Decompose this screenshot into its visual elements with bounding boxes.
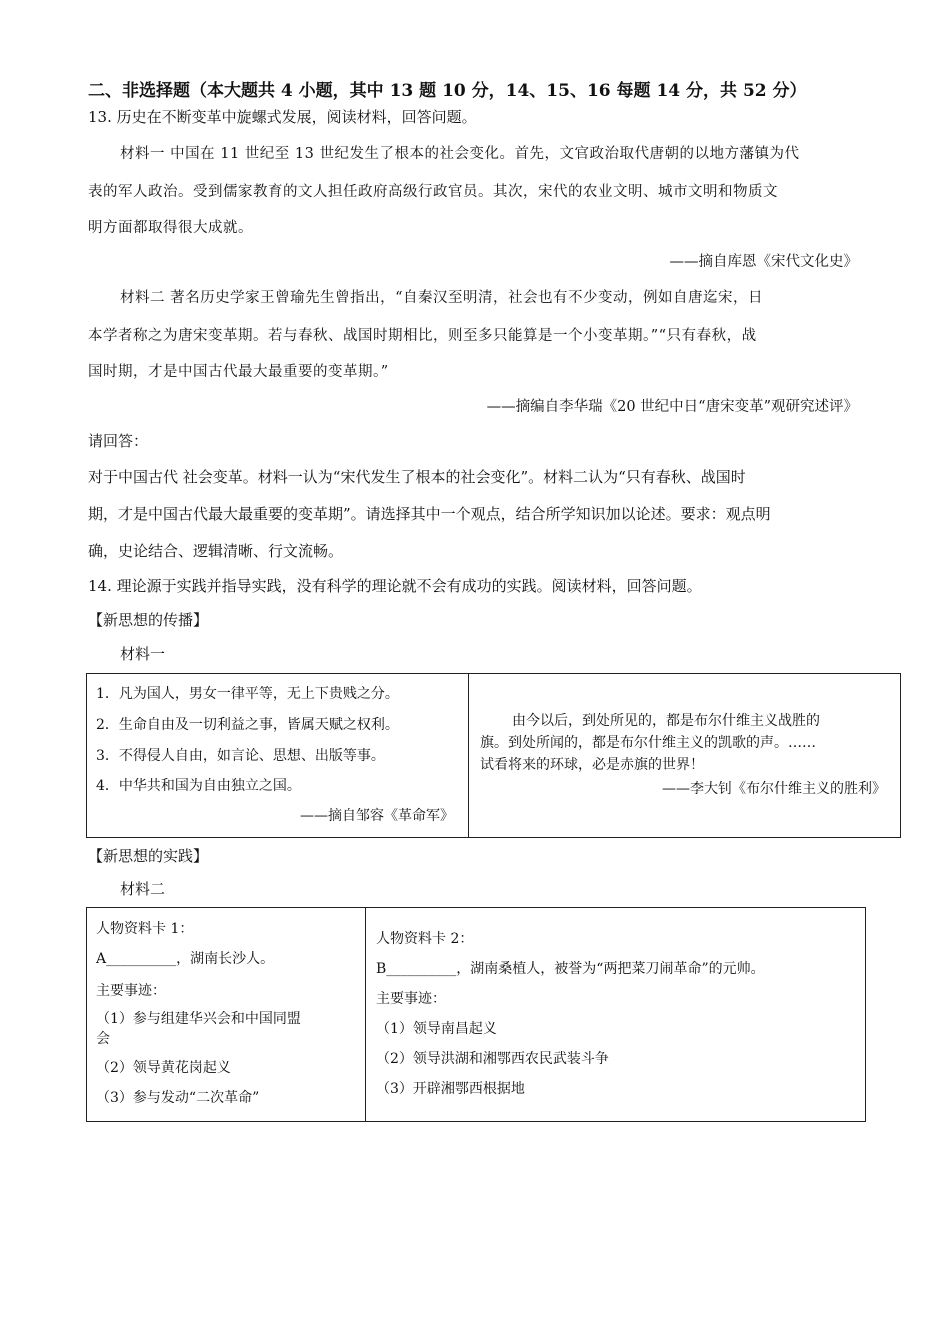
card2-title: 人物资料卡 2： (376, 931, 474, 947)
right-cell-source: ——李大钊《布尔什维主义的胜利》 (662, 781, 886, 797)
q14-material2-label: 材料二 (120, 880, 166, 898)
card1-person: A__________，湖南长沙人。 (96, 951, 275, 967)
q13-material1-line2: 表的军人政治。受到儒家教育的文人担任政府高级行政官员。其次，宋代的农业文明、城市文明和物质文 (88, 184, 778, 200)
q13-question-line2: 期，才是中国古代最大最重要的变革期”。请选择其中一个观点，结合所学知识加以论述。要求：观点明 (88, 505, 771, 523)
q13-stem: 13. 历史在不断变革中旋螺式发展，阅读材料，回答问题。 (88, 108, 477, 126)
left-cell-line1: 1．凡为国人，男女一律平等，无上下贵贱之分。 (96, 686, 399, 702)
card2-person: B__________，湖南桑植人，被誉为“两把菜刀闹革命”的元帅。 (376, 961, 765, 977)
card1-deeds-label: 主要事迹： (96, 983, 166, 999)
material1-table-divider (468, 673, 469, 838)
q13-ask: 请回答： (88, 432, 149, 450)
card1-deed1: （1）参与组建华兴会和中国同盟 (96, 1011, 301, 1027)
left-cell-line4: 4．中华共和国为自由独立之国。 (96, 778, 301, 794)
right-cell-line2: 旗。到处所闻的，都是布尔什维主义的凯歌的声。…… (480, 735, 816, 751)
q14-material1-label: 材料一 (120, 645, 166, 663)
q13-question-line1: 对于中国古代 社会变革。材料一认为“宋代发生了根本的社会变化”。材料二认为“只有春秋、战国时 (88, 468, 746, 486)
q14-heading-spread: 【新思想的传播】 (88, 611, 209, 629)
left-cell-line3: 3．不得侵人自由，如言论、思想、出版等事。 (96, 748, 385, 764)
card2-deed2: （2）领导洪湖和湘鄂西农民武装斗争 (376, 1051, 609, 1067)
left-cell-line2: 2．生命自由及一切利益之事，皆属天赋之权利。 (96, 717, 399, 733)
right-cell-line1: 由今以后，到处所见的，都是布尔什维主义战胜的 (512, 713, 820, 729)
q13-material1-source: ——摘自库恩《宋代文化史》 (669, 254, 858, 270)
material2-table-divider (365, 907, 366, 1122)
q13-material2-line3: 国时期，才是中国古代最大最重要的变革期。” (88, 364, 389, 380)
card2-deed1: （1）领导南昌起义 (376, 1021, 497, 1037)
card1-title: 人物资料卡 1： (96, 921, 194, 937)
card1-deed3: （3）参与发动“二次革命” (96, 1090, 260, 1106)
card1-deed1-cont: 会 (96, 1031, 110, 1047)
right-cell-line3: 试看将来的环球，必是赤旗的世界！ (480, 757, 704, 773)
card2-deed3: （3）开辟湘鄂西根据地 (376, 1081, 525, 1097)
q13-material1-line1: 材料一 中国在 11 世纪至 13 世纪发生了根本的社会变化。首先，文官政治取代唐朝的以地方藩镇为代 (120, 146, 800, 162)
card1-deed2: （2）领导黄花岗起义 (96, 1060, 231, 1076)
card2-deeds-label: 主要事迹： (376, 991, 446, 1007)
section-title: 二、非选择题（本大题共 4 小题，其中 13 题 10 分，14、15、16 每题 14 分，共 52 分） (88, 81, 807, 101)
q14-heading-practice: 【新思想的实践】 (88, 847, 209, 865)
q14-stem: 14. 理论源于实践并指导实践，没有科学的理论就不会有成功的实践。阅读材料，回答问题。 (88, 577, 702, 595)
q13-question-line3: 确，史论结合、逻辑清晰、行文流畅。 (88, 542, 344, 560)
left-cell-source: ——摘自邹容《革命军》 (300, 808, 454, 824)
q13-material2-line1: 材料二 著名历史学家王曾瑜先生曾指出，“自秦汉至明清，社会也有不少变动，例如自唐迄宋，日 (120, 290, 764, 306)
q13-material2-line2: 本学者称之为唐宋变革期。若与春秋、战国时期相比，则至多只能算是一个小变革期。”“只有春秋，战 (88, 328, 757, 344)
q13-material1-line3: 明方面都取得很大成就。 (88, 220, 253, 236)
q13-material2-source: ——摘编自李华瑞《20 世纪中日“唐宋变革”观研究述评》 (486, 399, 858, 415)
